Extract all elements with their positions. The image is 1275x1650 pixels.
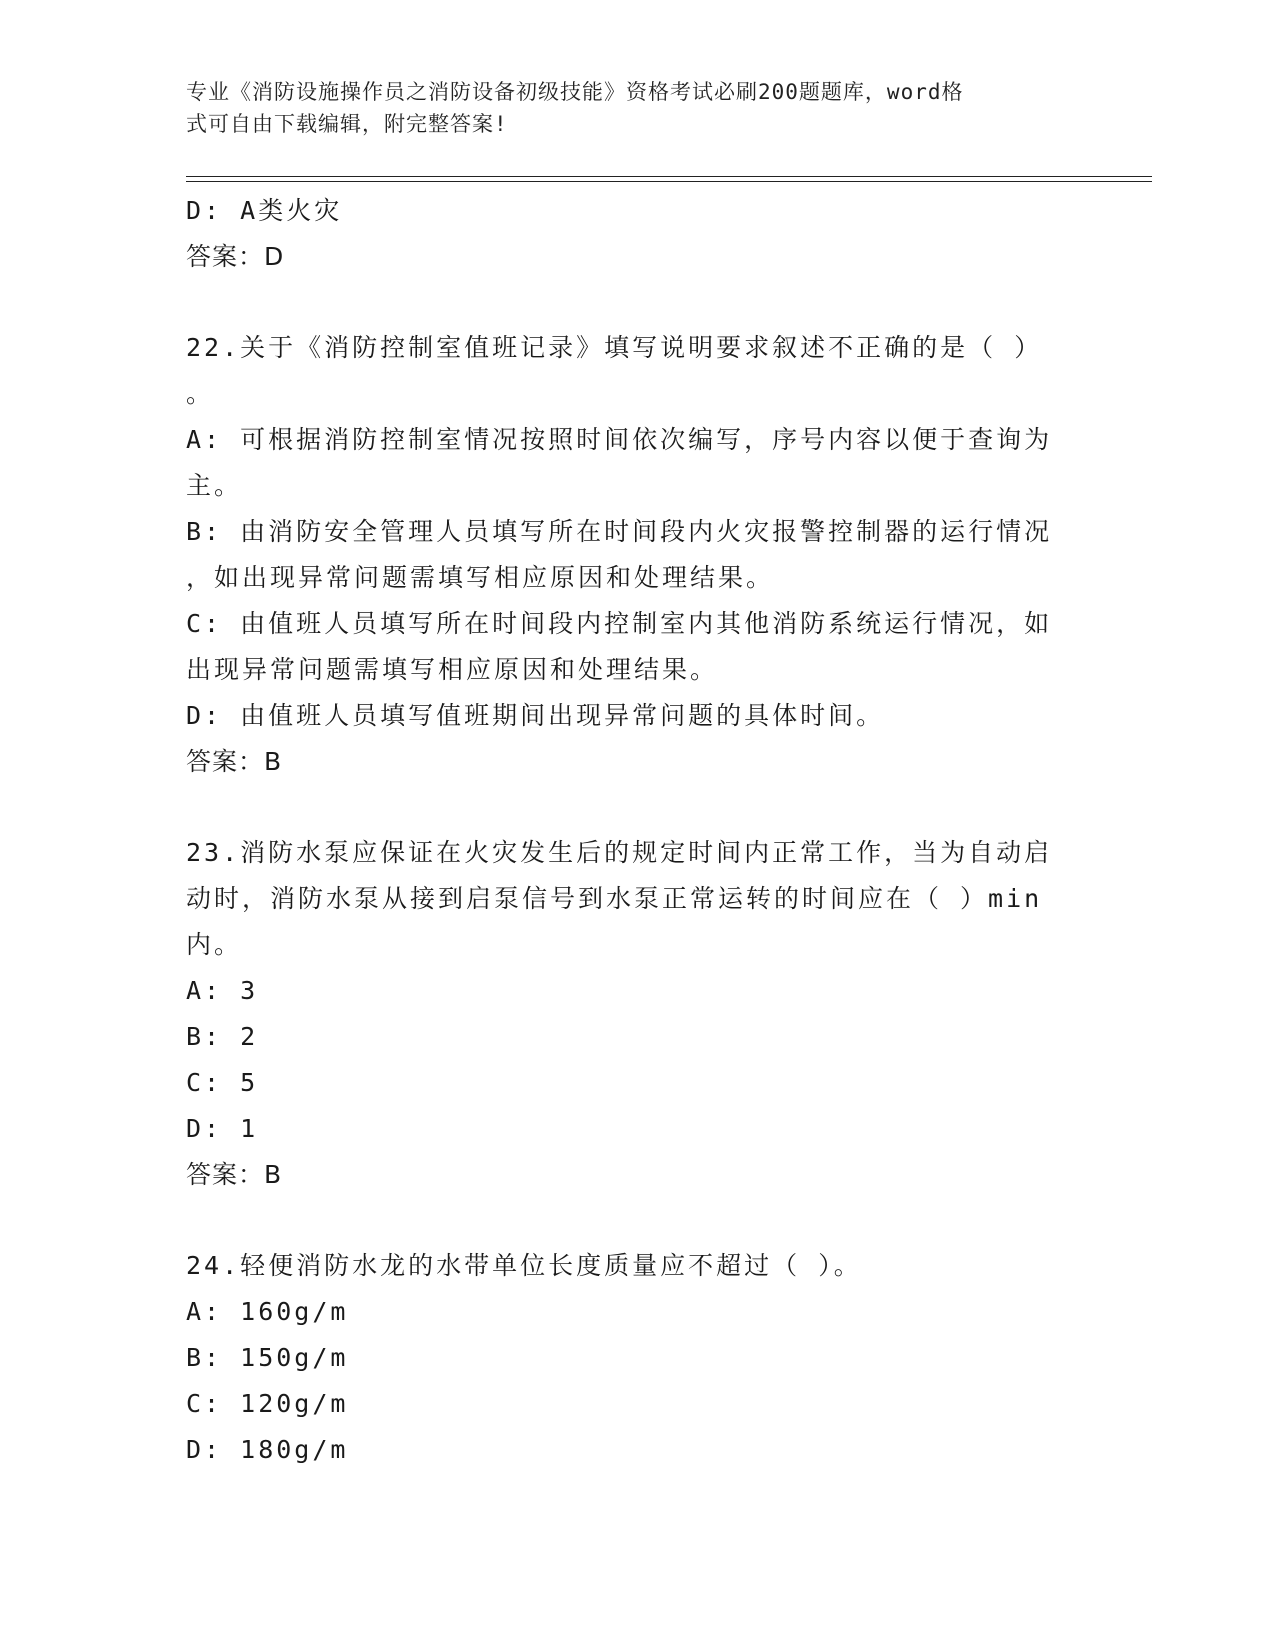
spacer <box>186 1198 1086 1243</box>
q23-stem-line-1: 23.消防水泵应保证在火灾发生后的规定时间内正常工作，当为自动启 <box>186 838 1053 867</box>
q22-stem-line-1: 22.关于《消防控制室值班记录》填写说明要求叙述不正确的是（ ） <box>186 333 1043 362</box>
q23-option-d: D: 1 <box>186 1114 259 1143</box>
q22-stem-line-2: 。 <box>186 379 215 408</box>
q22-option-a-line-1: A: 可根据消防控制室情况按照时间依次编写，序号内容以便于查询为 <box>186 425 1053 454</box>
q22-option-b-line-2: ，如出现异常问题需填写相应原因和处理结果。 <box>186 563 775 592</box>
header-line-2: 式可自由下载编辑，附完整答案! <box>186 112 508 136</box>
document-header <box>186 76 1086 140</box>
header-rule-top <box>186 176 1152 177</box>
q24-option-c: C: 120g/m <box>186 1389 349 1418</box>
q23-stem-line-2: 动时，消防水泵从接到启泵信号到水泵正常运转的时间应在（ ）min <box>186 884 1043 913</box>
q24-stem-line-1: 24.轻便消防水龙的水带单位长度质量应不超过（ ）。 <box>186 1251 862 1280</box>
spacer <box>186 785 1086 830</box>
q22-option-c-line-2: 出现异常问题需填写相应原因和处理结果。 <box>186 655 719 684</box>
question-content <box>186 188 1086 1473</box>
header-rule-bottom <box>186 181 1152 182</box>
q23-answer: 答案：B <box>186 1160 283 1189</box>
q22-option-d: D: 由值班人员填写值班期间出现异常问题的具体时间。 <box>186 701 885 730</box>
q22-option-a-line-2: 主。 <box>186 471 243 500</box>
q24-option-d: D: 180g/m <box>186 1435 349 1464</box>
q23-option-b: B: 2 <box>186 1022 259 1051</box>
spacer <box>186 280 1086 325</box>
q24-option-b: B: 150g/m <box>186 1343 349 1372</box>
q24-option-a: A: 160g/m <box>186 1297 349 1326</box>
q21-answer: 答案：D <box>186 242 285 271</box>
q21-option-d: D: A类火灾 <box>186 196 343 225</box>
header-line-1: 专业《消防设施操作员之消防设备初级技能》资格考试必刷200题题库，word格 <box>186 80 964 104</box>
q22-option-b-line-1: B: 由消防安全管理人员填写所在时间段内火灾报警控制器的运行情况 <box>186 517 1053 546</box>
q23-stem-line-3: 内。 <box>186 930 243 959</box>
q22-answer: 答案：B <box>186 747 283 776</box>
q22-option-c-line-1: C: 由值班人员填写所在时间段内控制室内其他消防系统运行情况，如 <box>186 609 1053 638</box>
q23-option-a: A: 3 <box>186 976 259 1005</box>
q23-option-c: C: 5 <box>186 1068 259 1097</box>
